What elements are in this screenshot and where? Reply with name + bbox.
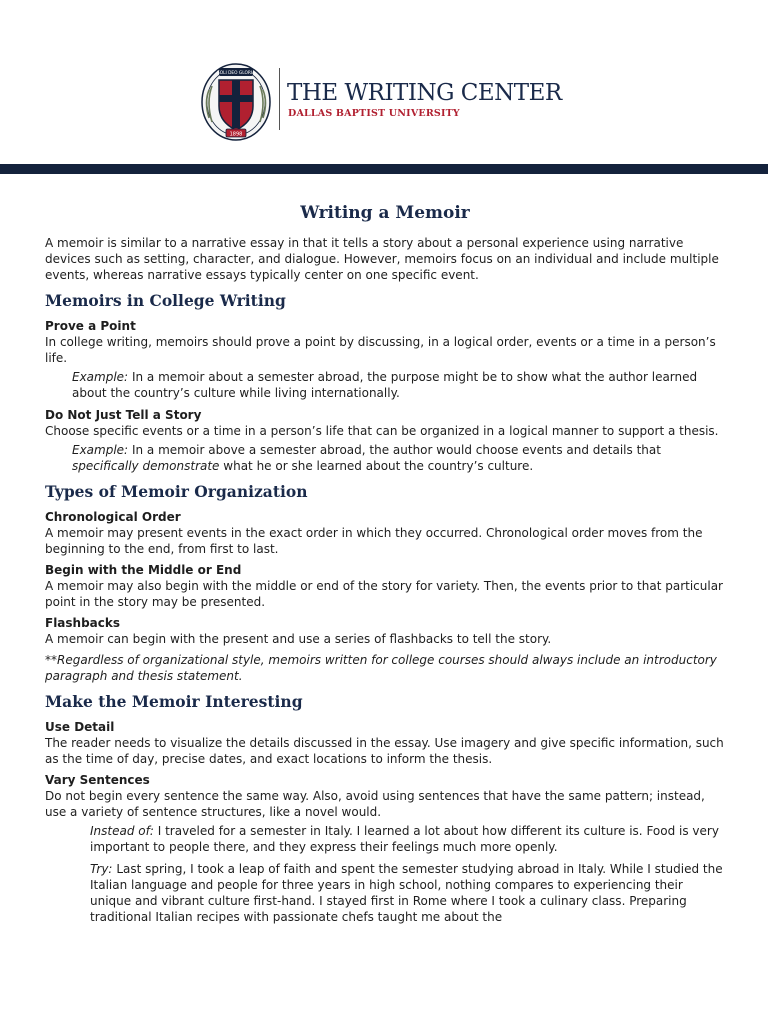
item-use-detail xyxy=(45,719,725,767)
example-text-part1: In a memoir above a semester abroad, the author would choose events and details that xyxy=(131,443,661,457)
page-header xyxy=(0,0,768,165)
document-body xyxy=(45,202,725,931)
text-begin-middle: A memoir may also begin with the middle or end of the story for variety. Then, the events prior to that particular point in the story may be presented. xyxy=(45,579,723,609)
header-divider xyxy=(279,68,280,130)
logo-motto: SOLI DEO GLORIA xyxy=(216,71,256,76)
instead-label: Instead of: xyxy=(90,824,154,838)
example-emphasis: specifically demonstrate xyxy=(72,459,220,473)
section-heading-interesting: Make the Memoir Interesting xyxy=(45,692,303,711)
instead-text: I traveled for a semester in Italy. I learned a lot about how different its culture is. Food is very important to people there, and they express their feelings much more openly. xyxy=(90,824,719,854)
example-try xyxy=(90,861,725,925)
brand-title: THE WRITING CENTER xyxy=(287,80,562,106)
text-do-not-just-tell: Choose specific events or a time in a person’s life that can be organized in a logical manner to support a thesis. xyxy=(45,424,719,438)
text-vary-sentences: Do not begin every sentence the same way. Also, avoid using sentences that have the same pattern; instead, use a variety of sentence structures, like a novel would. xyxy=(45,789,705,819)
subheading-use-detail: Use Detail xyxy=(45,720,115,734)
university-crest-logo xyxy=(200,62,272,142)
item-begin-middle xyxy=(45,562,725,610)
logo-year: 1898 xyxy=(229,131,243,138)
try-label: Try: xyxy=(90,862,113,876)
subheading-do-not-just-tell: Do Not Just Tell a Story xyxy=(45,408,202,422)
try-text: Last spring, I took a leap of faith and spent the semester studying abroad in Italy. While I studied the Italian language and people for three years in high school, nothing compares to experiencing their unique and vibrant culture first-hand. I stayed first in Rome where I took a culinary class. Preparing traditional Italian recipes with passionate chefs taught me about the xyxy=(90,862,723,924)
subheading-flashbacks: Flashbacks xyxy=(45,616,121,630)
example-instead-of xyxy=(90,823,725,855)
item-chronological xyxy=(45,509,725,557)
brand-subtitle: DALLAS BAPTIST UNIVERSITY xyxy=(288,108,460,119)
subheading-begin-middle: Begin with the Middle or End xyxy=(45,563,242,577)
section-heading-college-writing: Memoirs in College Writing xyxy=(45,291,286,310)
document-title: Writing a Memoir xyxy=(300,203,470,223)
item-prove-a-point xyxy=(45,318,725,401)
example-label: Example: xyxy=(72,443,129,457)
item-flashbacks xyxy=(45,615,725,647)
example-text-part2: what he or she learned about the country’s culture. xyxy=(223,459,534,473)
subheading-chronological: Chronological Order xyxy=(45,510,181,524)
section-heading-organization: Types of Memoir Organization xyxy=(45,482,308,501)
example-label: Example: xyxy=(72,370,129,384)
text-prove-a-point: In college writing, memoirs should prove a point by discussing, in a logical order, events or a time in a person’s life. xyxy=(45,335,716,365)
item-do-not-just-tell xyxy=(45,407,725,474)
organization-note: **Regardless of organizational style, memoirs written for college courses should always include an introductory paragraph and thesis statement. xyxy=(45,653,717,683)
item-vary-sentences xyxy=(45,772,725,925)
intro-paragraph: A memoir is similar to a narrative essay in that it tells a story about a personal experience using narrative devices such as setting, character, and dialogue. However, memoirs focus on an individual and include multiple events, whereas narrative essays typically center on one specific event. xyxy=(45,236,719,282)
example-text: In a memoir about a semester abroad, the purpose might be to show what the author learned about the country’s culture while living internationally. xyxy=(72,370,698,400)
text-chronological: A memoir may present events in the exact order in which they occurred. Chronological order moves from the beginning to the end, from first to last. xyxy=(45,526,703,556)
example-do-not-just-tell xyxy=(72,442,725,474)
example-prove-a-point xyxy=(72,369,725,401)
subheading-prove-a-point: Prove a Point xyxy=(45,319,136,333)
header-bar xyxy=(0,164,768,174)
text-use-detail: The reader needs to visualize the details discussed in the essay. Use imagery and give specific information, such as the time of day, precise dates, and exact locations to inform the thesis. xyxy=(45,736,724,766)
subheading-vary-sentences: Vary Sentences xyxy=(45,773,150,787)
text-flashbacks: A memoir can begin with the present and use a series of flashbacks to tell the story. xyxy=(45,632,552,646)
